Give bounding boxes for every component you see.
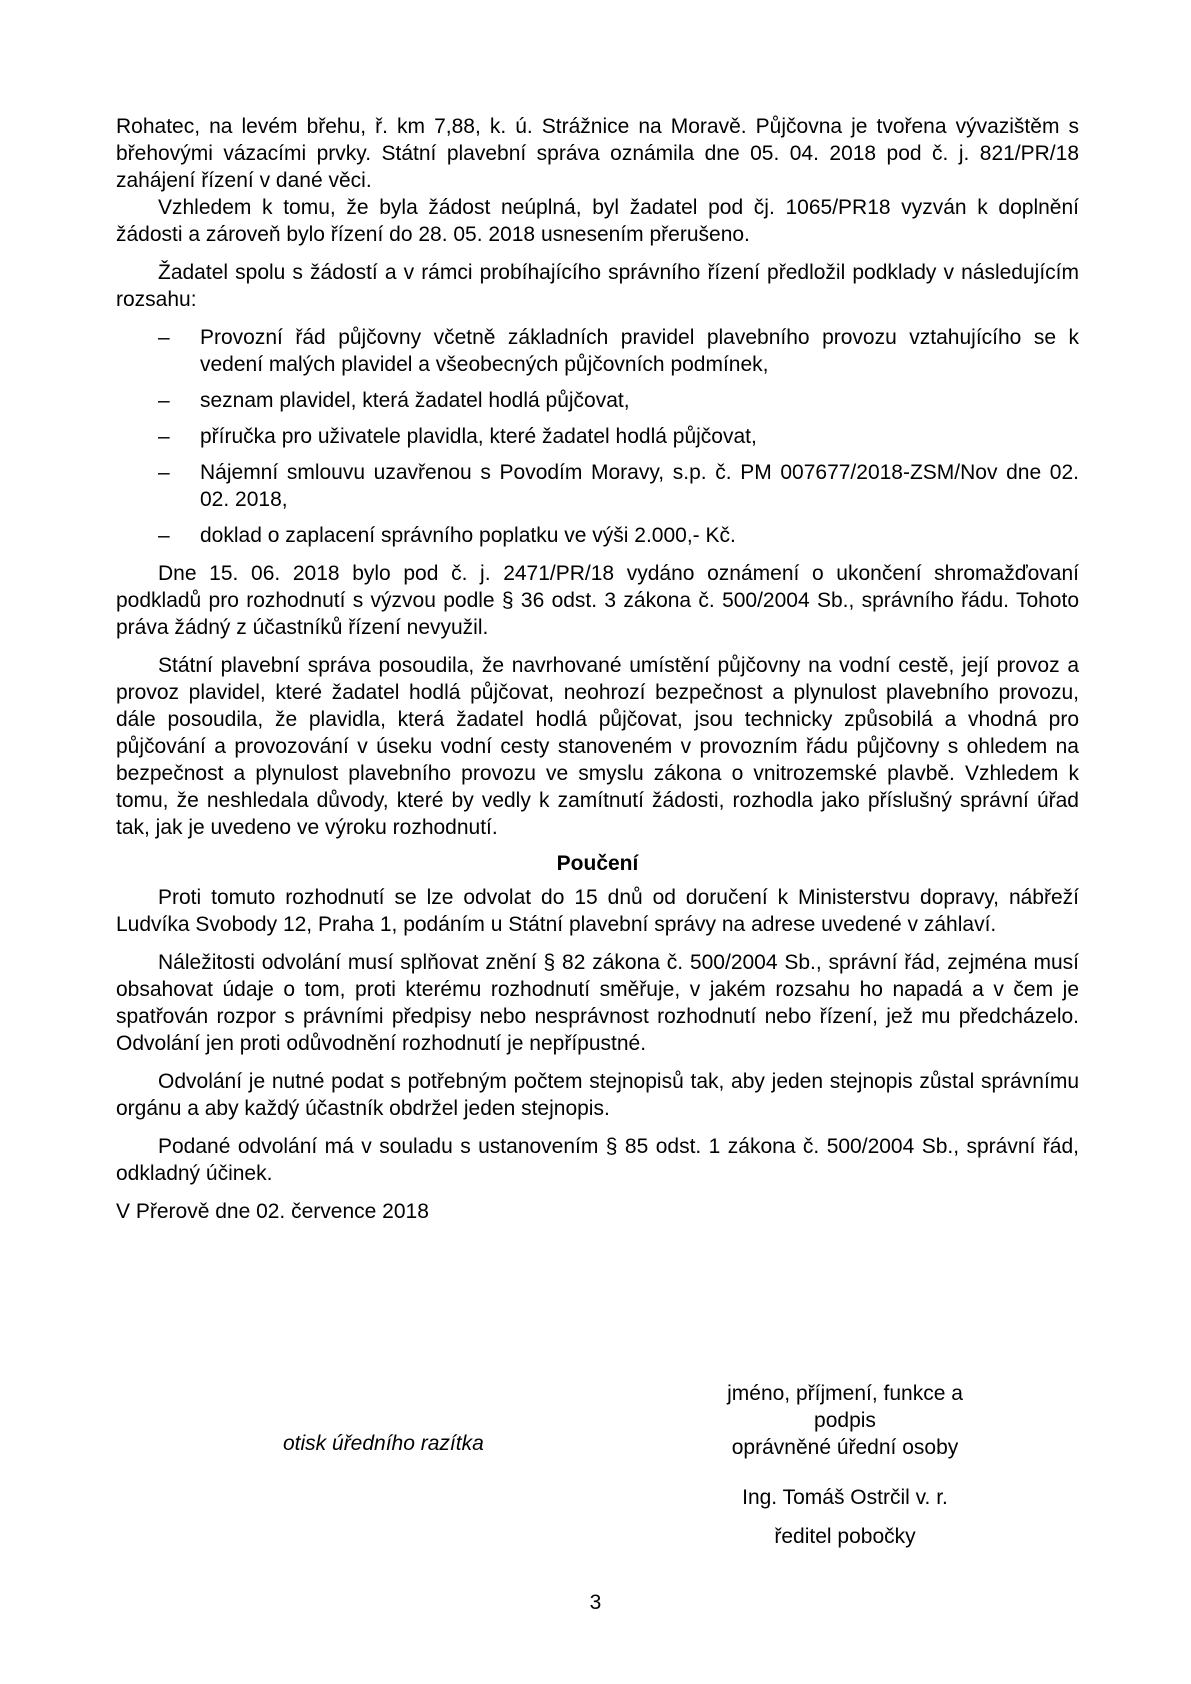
section-heading-pouceni: Poučení bbox=[556, 852, 639, 875]
stamp-placeholder: otisk úředního razítka bbox=[283, 1432, 484, 1455]
dash-bullet: – bbox=[158, 326, 170, 349]
signer-role-line1: jméno, příjmení, funkce a podpis bbox=[727, 1382, 963, 1432]
list-item-text: Nájemní smlouvu uzavřenou s Povodím Moravy, s.p. č. PM 007677/2018-ZSM/Nov dne 02. 02. 2018, bbox=[200, 461, 1079, 511]
list-item bbox=[116, 423, 1079, 450]
list-item bbox=[116, 387, 1079, 414]
place-and-date: V Přerově dne 02. července 2018 bbox=[116, 1200, 429, 1223]
paragraph-appeal-right: Proti tomuto rozhodnutí se lze odvolat do 15 dnů od doručení k Ministerstvu dopravy, nábřeží Ludvíka Svobody 12, Praha 1, podáním u Státní plavební správy na adrese uvedené v záhlaví. bbox=[116, 886, 1079, 936]
paragraph-appeal-copies: Odvolání je nutné podat s potřebným počtem stejnopisů tak, aby jeden stejnopis zůstal správnímu orgánu a aby každý účastník obdržel jeden stejnopis. bbox=[116, 1070, 1079, 1120]
paragraph-interruption: Vzhledem k tomu, že byla žádost neúplná, byl žadatel pod čj. 1065/PR18 vyzván k doplnění žádosti a zároveň bylo řízení do 28. 05. 2018 usnesením přerušeno. bbox=[116, 196, 1079, 246]
list-item-text: doklad o zaplacení správního poplatku ve výši 2.000,- Kč. bbox=[200, 524, 736, 547]
paragraph-appeal-requirements: Náležitosti odvolání musí splňovat znění § 82 zákona č. 500/2004 Sb., správní řád, zejména musí obsahovat údaje o tom, proti kterému rozhodnutí směřuje, v jakém rozsahu ho napadá a v čem je spatřován rozpor s právními předpisy nebo nesprávnost rozhodnutí nebo řízení, jež mu předcházelo. Odvolání jen proti odůvodnění rozhodnutí je nepřípustné. bbox=[116, 951, 1079, 1055]
signer-role-line2: oprávněné úřední osoby bbox=[731, 1436, 959, 1459]
paragraph-assessment: Státní plavební správa posoudila, že navrhované umístění půjčovny na vodní cestě, její provoz a provoz plavidel, které žadatel hodlá půjčovat, neohrozí bezpečnost a plynulost plavebního provozu, dále posoudila, že plavidla, která žadatel hodlá půjčovat, jsou technicky způsobilá a vhodná pro půjčování a provozování v úseku vodní cesty stanoveném v provozním řádu půjčovny s ohledem na bezpečnost a plynulost plavebního provozu ve smyslu zákona o vnitrozemské plavbě. Vzhledem k tomu, že neshledala důvody, které by vedly k zamítnutí žádosti, rozhodla jako příslušný správní úřad tak, jak je uvedeno ve výroku rozhodnutí. bbox=[116, 654, 1079, 839]
dash-bullet: – bbox=[158, 461, 170, 484]
list-item-text: příručka pro uživatele plavidla, které žadatel hodlá půjčovat, bbox=[200, 425, 757, 448]
paragraph-appeal-effect: Podané odvolání má v souladu s ustanovením § 85 odst. 1 zákona č. 500/2004 Sb., správní řád, odkladný účinek. bbox=[116, 1135, 1079, 1185]
signer-name: Ing. Tomáš Ostrčil v. r. bbox=[742, 1486, 948, 1509]
paragraph-notice-of-completion: Dne 15. 06. 2018 bylo pod č. j. 2471/PR/18 vydáno oznámení o ukončení shromažďovaní podkladů pro rozhodnutí s výzvou podle § 36 odst. 3 zákona č. 500/2004 Sb., správního řádu. Tohoto práva žádný z účastníků řízení nevyužil. bbox=[116, 562, 1079, 639]
dash-bullet: – bbox=[158, 425, 170, 448]
list-item bbox=[116, 522, 1079, 549]
paragraph-submitted-documents: Žadatel spolu s žádostí a v rámci probíhajícího správního řízení předložil podklady v následujícím rozsahu: bbox=[116, 261, 1079, 311]
dash-bullet: – bbox=[158, 389, 170, 412]
page-number: 3 bbox=[589, 1591, 602, 1614]
list-item-text: seznam plavidel, která žadatel hodlá půjčovat, bbox=[200, 389, 630, 412]
list-item bbox=[116, 459, 1079, 513]
list-item bbox=[116, 324, 1079, 378]
signer-position: ředitel pobočky bbox=[774, 1525, 916, 1548]
submitted-documents-list bbox=[116, 324, 1079, 549]
dash-bullet: – bbox=[158, 524, 170, 547]
signer bbox=[695, 1380, 995, 1550]
document-body bbox=[116, 113, 1079, 1225]
list-item-text: Provozní řád půjčovny včetně základních pravidel plavebního provozu vztahujícího se k vedení malých plavidel a všeobecných půjčovních podmínek, bbox=[200, 326, 1079, 376]
paragraph-location: Rohatec, na levém břehu, ř. km 7,88, k. ú. Strážnice na Moravě. Půjčovna je tvořena vývazištěm s břehovými vázacími prvky. Státní plavební správa oznámila dne 05. 04. 2018 pod č. j. 821/PR/18 zahájení řízení v dané věci. bbox=[116, 115, 1079, 192]
